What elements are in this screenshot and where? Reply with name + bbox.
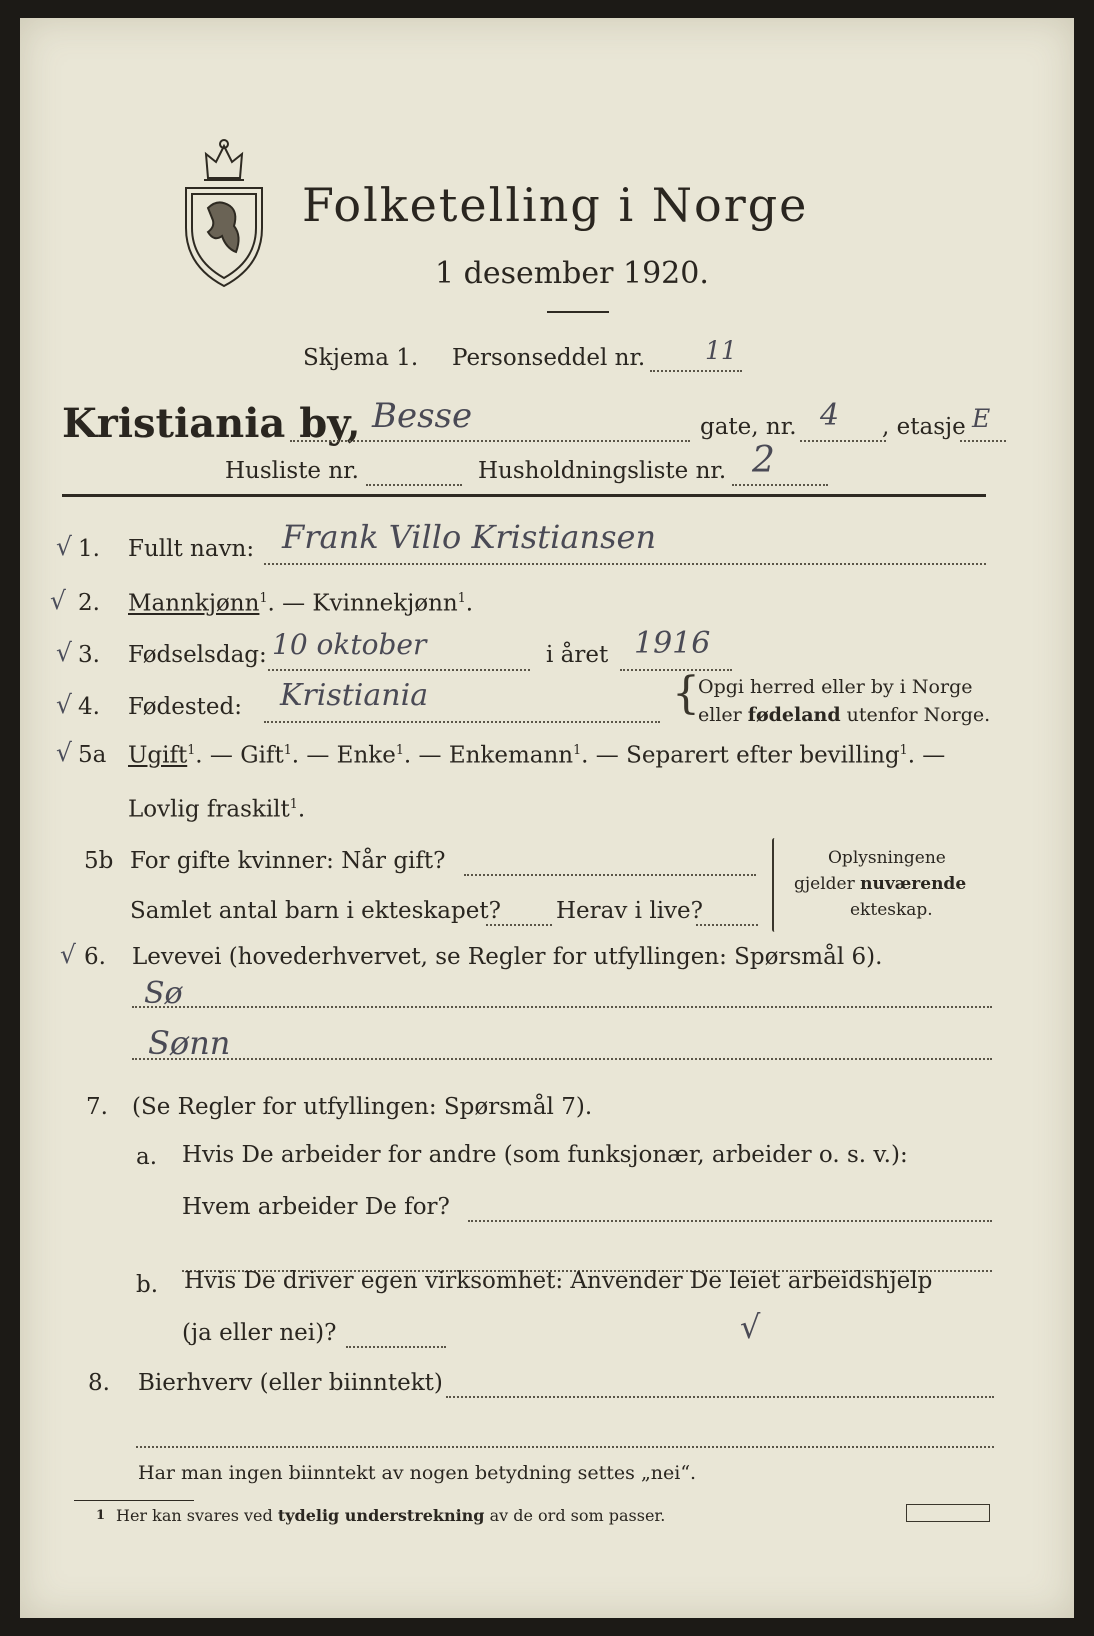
q4-number: 4. [78, 694, 100, 720]
marital-separert-option[interactable]: Separert efter bevilling [626, 742, 900, 769]
q7a-number: a. [136, 1144, 158, 1170]
q7b-label-2: (ja eller nei)? [182, 1320, 337, 1346]
q5b-note-3: ekteskap. [850, 900, 933, 920]
husliste-label: Husliste nr. [225, 458, 359, 484]
marital-enkemann-option[interactable]: Enkemann [448, 742, 574, 769]
marital-ugift-option[interactable]: Ugift [128, 742, 188, 769]
street-value[interactable]: Besse [372, 396, 473, 436]
q3-check-icon: √ [56, 638, 72, 667]
q4-check-icon: √ [56, 690, 72, 719]
q6-number: 6. [84, 944, 106, 970]
gender-male-option[interactable]: Mannkjønn [128, 590, 260, 617]
gender-female-option[interactable]: Kvinnekjønn [312, 590, 458, 617]
q7-number: 7. [86, 1094, 108, 1120]
etasje-label: , etasje [882, 414, 966, 440]
q8-note: Har man ingen biinntekt av nogen betydning settes „nei“. [138, 1462, 697, 1484]
husholdning-label: Husholdningsliste nr. [478, 458, 727, 484]
hired-help-field[interactable] [346, 1346, 446, 1348]
q7a-label: Hvis De arbeider for andre (som funksjonær, arbeider o. s. v.): [182, 1142, 908, 1168]
marital-options: Ugift$^1$. — Gift$^1$. — Enke$^1$. — Enkemann$^1$. — Separert efter bevilling$^1$. — [128, 742, 946, 769]
etasje-value[interactable]: E [972, 404, 991, 433]
marital-fraskilt: Lovlig fraskilt$^1$. [128, 796, 306, 823]
census-form: Folketelling i Norge 1 desember 1920. Skjema 1. Personseddel nr. 11 Kristiania by, Besse gate, nr. 4 , etasje E Husliste nr. Husholdningsliste nr. 2 √ 1. Fullt navn: Frank Villo Kristiansen √ 2. Mannkjønn$^1$. — Kvinnekjønn$^1$. √ 3. Fødselsdag: 10 oktober i året 1916 √ 4. Fødested: Kristiania { Opgi herred eller by i Norge eller fødeland utenfor Norge. √ 5a Ugift$^1$. — Gift$^1$. — Enke$^1$. — Enkemann$^1$. — Separert efter bevilling$^1$. — Lovlig fraskilt$^1$. 5b For gifte kvinner: Når gift? Samlet antal barn i ekteskapet? Herav i live? Oplysningene gjelder nuværende ekteskap. √ 6. Levevei (hovederhvervet, se Regler for utfyllingen: Spørsmål 6). Sø Sønn 7. (Se Regler for utfyllingen: Spørsmål 7). a. Hvis De arbeider for andre (som funksjonær, arbeider o. s. v.): Hvem arbeider De for? b. Hvis De driver egen virksomhet: Anvender De leiet arbeidshjelp (ja eller nei)? √ 8. Bierhverv (eller biinntekt) Har man ingen biinntekt av nogen betydning settes „nei“. 1 Her kan svares ved tydelig understrekning av de ord som passer. [20, 18, 1074, 1618]
title-divider [547, 311, 609, 313]
children-alive-field[interactable] [696, 924, 758, 926]
q6-label: Levevei (hovederhvervet, se Regler for utfyllingen: Spørsmål 6). [132, 944, 883, 970]
birthplace-note-2: eller fødeland utenfor Norge. [698, 704, 991, 726]
married-date-field[interactable] [464, 874, 756, 876]
printer-stamp [906, 1504, 990, 1522]
header-rule [62, 494, 986, 497]
husholdning-value[interactable]: 2 [752, 440, 775, 481]
q3-number: 3. [78, 642, 100, 668]
q3-label: Fødselsdag: [128, 642, 267, 668]
q2-number: 2. [78, 590, 100, 616]
marital-enke-option[interactable]: Enke [336, 742, 396, 769]
q2-check-icon: √ [50, 586, 66, 615]
side-income-field[interactable] [446, 1396, 994, 1398]
birthplace-note-1: Opgi herred eller by i Norge [698, 676, 973, 698]
q5b-label-married: For gifte kvinner: Når gift? [130, 848, 446, 874]
q1-label: Fullt navn: [128, 536, 255, 562]
q8-number: 8. [88, 1370, 110, 1396]
birthday-value[interactable]: 10 oktober [272, 628, 427, 661]
marital-gift-option[interactable]: Gift [240, 742, 284, 769]
marital-fraskilt-option[interactable]: Lovlig fraskilt [128, 796, 290, 823]
occupation-line-2[interactable]: Sønn [148, 1024, 231, 1062]
q8-label: Bierhverv (eller biinntekt) [138, 1370, 443, 1396]
q2-options: Mannkjønn$^1$. — Kvinnekjønn$^1$. [128, 590, 474, 617]
skjema-label: Skjema 1. [303, 345, 419, 371]
side-income-field-2[interactable] [136, 1446, 994, 1448]
q4-label: Fødested: [128, 694, 243, 720]
gate-label: gate, nr. [700, 414, 797, 440]
q1-check-icon: √ [56, 532, 72, 561]
gate-nr-value[interactable]: 4 [820, 398, 840, 433]
q5a-check-icon: √ [56, 738, 72, 767]
q7-label: (Se Regler for utfyllingen: Spørsmål 7). [132, 1094, 593, 1120]
form-title: Folketelling i Norge [302, 178, 809, 232]
birth-year-value[interactable]: 1916 [634, 626, 711, 661]
q7b-mark: √ [740, 1308, 761, 1346]
census-date: 1 desember 1920. [435, 256, 709, 291]
norway-coat-of-arms-icon [178, 136, 270, 291]
q5b-label-alive: Herav i live? [556, 898, 703, 924]
year-label: i året [546, 642, 609, 668]
footnote-text: Her kan svares ved tydelig understrekning av de ord som passer. [116, 1506, 666, 1525]
city-label: Kristiania by, [62, 400, 361, 447]
birthplace-value[interactable]: Kristiania [280, 678, 429, 713]
q1-number: 1. [78, 536, 100, 562]
q5b-label-children: Samlet antal barn i ekteskapet? [130, 898, 501, 924]
q5b-note-1: Oplysningene [828, 848, 946, 868]
q7b-number: b. [136, 1272, 159, 1298]
full-name-value[interactable]: Frank Villo Kristiansen [282, 518, 657, 556]
q5b-number: 5b [84, 848, 114, 874]
q6-check-icon: √ [60, 940, 76, 969]
employer-field[interactable] [468, 1220, 992, 1222]
children-total-field[interactable] [486, 924, 552, 926]
personseddel-value[interactable]: 11 [705, 336, 737, 365]
footnote-mark: 1 [96, 1508, 106, 1523]
q5b-note-2: gjelder nuværende [794, 874, 967, 894]
q7a-label-2: Hvem arbeider De for? [182, 1194, 450, 1220]
q7b-label: Hvis De driver egen virksomhet: Anvender De leiet arbeidshjelp [184, 1268, 933, 1294]
q5a-number: 5a [78, 742, 107, 768]
personseddel-label: Personseddel nr. [452, 345, 646, 371]
occupation-line-1[interactable]: Sø [144, 976, 183, 1011]
